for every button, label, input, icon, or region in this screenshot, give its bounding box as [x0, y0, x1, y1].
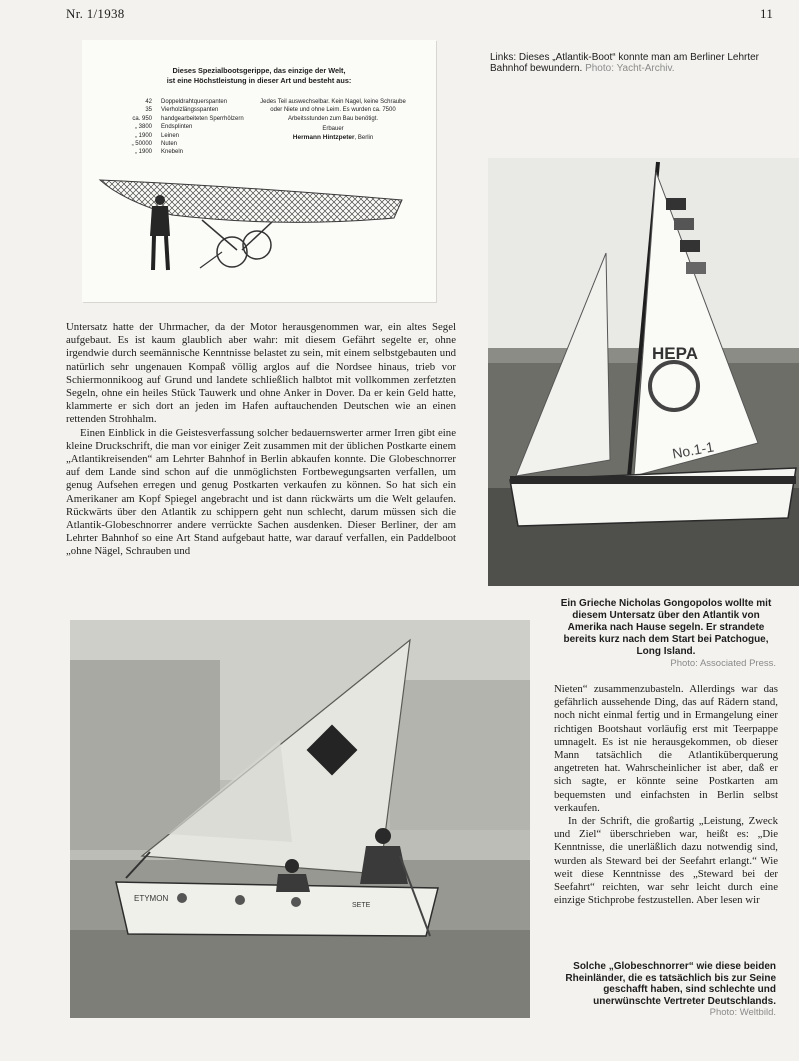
caption-greek-text: Ein Grieche Nicholas Gongopolos wollte mit diesem Untersatz über den Atlantik von Amerika nach Hause segeln. Er strandete bereits kurz nach dem Start bei Patchogue, Long Island.	[560, 598, 772, 657]
caption-greek-credit: Photo: Associated Press.	[670, 658, 776, 669]
right-paragraph-1: Nieten“ zusammenzubasteln. Allerdings war das gefährlich aussehende Ding, das auf Rädern stand, noch nicht einmal fertig und in Ermangelung einer richtigen Bootshaut vorläufig erst mit Teerpappe umnagelt. Es ist nie herausgekommen, ob dieser Mann tatsächlich die Atlantiküberquerung angetreten hat. Wahrscheinlicher ist aber, daß er sich sagte, er könnte seine Postkarten am bequemsten und einfachsten in Berlin selbst verkaufen.	[554, 683, 778, 814]
part-item: handgearbeiteten Sperrhölzern	[161, 115, 244, 122]
part-quantity: „ 1900	[134, 149, 152, 156]
caption-top-right-credit: Photo: Yacht-Archiv.	[585, 63, 675, 74]
caption-top-right	[490, 52, 790, 74]
part-quantity: 42	[145, 99, 152, 105]
boat-skeleton-photo	[82, 40, 436, 302]
article-right-column	[554, 683, 778, 907]
part-quantity: 35	[145, 107, 152, 114]
part-item: Nuten	[161, 141, 178, 148]
issue-number: Nr. 1/1938	[66, 6, 125, 21]
boat-registration: SETE	[352, 902, 371, 909]
caption-bottom-credit: Photo: Weltbild.	[709, 1007, 776, 1018]
part-item: Endsplinten	[161, 124, 193, 131]
caption-greek	[556, 598, 776, 670]
page-number: 11	[760, 6, 774, 21]
article-left-column	[66, 321, 456, 559]
builder-city: , Berlin	[354, 134, 374, 141]
left-paragraph-2: Einen Einblick in die Geistesverfassung solcher bedauernswerter armer Irren gibt eine kleine Druckschrift, die man vor einiger Zeit zusammen mit der üblichen Postkarte einem „Atlantikreisenden“ am Lehrter Bahnhof in Berlin abkaufen konnte. Die Globeschnorrer auf dem Lande sind schon auf die unmöglichsten Fortbewegungsarten verfallen, um genug Aufsehen erregen und genug Postkarten verkaufen zu können. So hat sich ein Amerikaner am Kopf Spiegel angebracht und ist dann rückwärts um die Welt gelaufen. Rückwärts über den Atlantik zu schippern geht nun schlecht, darum müssen sich die Atlantik-Globeschnorrer andere verrückte Sachen ausdenken. Dieser Berliner, der am Lehrter Bahnhof so eine Art Stand aufgebaut hatte, war darauf verfallen, ein Paddelboot „ohne Nägel, Schrauben und	[66, 426, 456, 558]
caption-bottom-text: Solche „Globeschnorrer“ wie diese beiden Rheinländer, die es tatsächlich bis zur Seine geschafft haben, sind schlechte und unerwünschte Vertreter Deutschlands.	[565, 961, 776, 1007]
builder-label: Erbauer	[322, 126, 344, 133]
card-title-line1: Dieses Spezialbootsgerippe, das einzige der Welt,	[172, 66, 346, 75]
part-item: Doppeldrahtquerspanten	[161, 99, 228, 105]
card-note: Jedes Teil auswechselbar. Kein Nagel, keine Schraube oder Niete und ohne Leim. Es wurden ca. 7500 Arbeitsstunden zum Bau benötigt.	[260, 99, 406, 122]
caption-top-right-text: Links: Dieses „Atlantik-Boot“ konnte man am Berliner Lehrter Bahnhof bewundern.	[490, 52, 760, 74]
boat-name: ETYMON	[134, 894, 169, 903]
card-title-line2: ist eine Höchstleistung in dieser Art und besteht aus:	[166, 76, 352, 85]
sail-number: No.1-1	[670, 438, 716, 462]
sail-text: HEPA	[652, 344, 698, 363]
part-item: Leinen	[161, 132, 180, 139]
greek-sailboat-photo	[488, 158, 799, 586]
part-quantity: „ 3800	[134, 124, 152, 131]
part-quantity: „ 1900	[134, 132, 152, 139]
part-quantity: ca. 950	[132, 115, 152, 122]
part-item: Vierholzlängsspanten	[161, 107, 219, 114]
caption-bottom	[556, 961, 776, 1019]
part-item: Knebeln	[161, 149, 184, 156]
skeleton-drawing	[82, 40, 436, 302]
part-quantity: „ 50000	[131, 141, 152, 148]
left-paragraph-1: Untersatz hatte der Uhrmacher, da der Motor herausgenommen war, ein altes Segel aufgebaut. Es ist kaum glaublich aber wahr: mit diesem Gefährt segelte er, ohne irgendwie durch seemännische Kenntnisse belastet zu sein, mit einem selbstgebauten und natürlich sehr ungenauen Kompaß völlig arglos auf die Nordsee hinaus, trieb vor Schiermonnikoog auf Grund und landete schließlich halbtot mit vollkommen zerfetzten Segeln, ohne ein heiles Stück Tauwerk und ohne Anker in Dover. Da er kein Geld hatte, klammerte er sich dort an jeden im Hafen auftauchenden Deutschen wie an einen rettenden Strohhalm.	[66, 321, 456, 426]
rhineland-sailboat-photo	[70, 620, 530, 1018]
right-paragraph-2: In der Schrift, die großartig „Leistung, Zweck und Ziel“ überschrieben war, heißt es: „Die Kenntnisse, die unerläßlich dazu notwendig sind, wurden als Steward bei der Seefahrt erlangt.“ Wie weit diese Kenntnisse des „Steward bei der Seefahrt“ reichten, war sehr leicht durch eine einzige Stichprobe festzustellen. Aber lesen wir	[554, 815, 778, 907]
builder-name: Hermann Hintzpeter	[292, 133, 355, 141]
